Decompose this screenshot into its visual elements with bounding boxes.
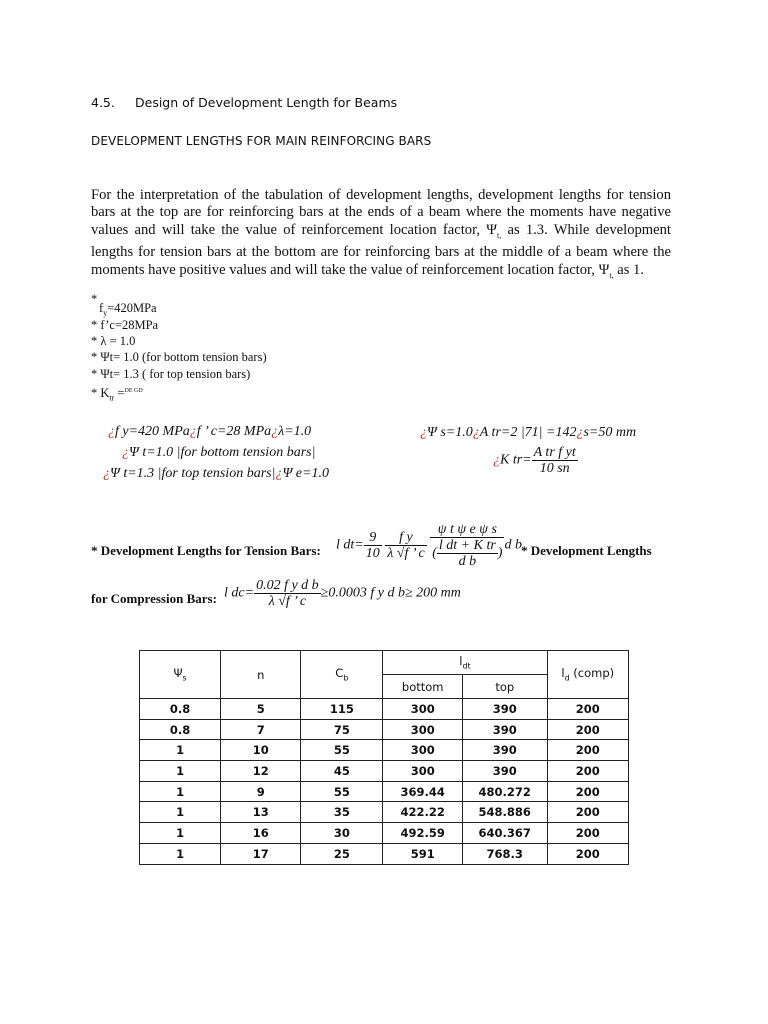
eq-psi-top: Ψ t=1.3 |for top tension bars|	[110, 466, 276, 481]
col-header-cb-text: C	[335, 666, 344, 681]
eq-ldt-coef	[364, 530, 382, 561]
intro-text-2: as 1.3. While development lengths for tension bars at the bottom are for reinforcing bars at the middle of a beam where the moments have positive values and will take the value of reinforcement location factor, Ψ	[91, 221, 671, 278]
table-row	[140, 719, 629, 740]
table-row	[140, 843, 629, 864]
eq-psi-s: Ψ s=1.0	[427, 425, 473, 440]
cell-psi-s: 1	[140, 740, 221, 761]
table-body	[140, 699, 629, 865]
cell-ld-comp: 200	[547, 781, 628, 802]
col-header-n: n	[221, 651, 301, 699]
cell-n: 13	[221, 802, 301, 823]
col-header-ld-sub: d	[564, 673, 570, 683]
cell-ldt-top: 548.886	[462, 802, 547, 823]
cell-cb: 45	[301, 761, 383, 782]
cell-n: 9	[221, 781, 301, 802]
eq-ldc-num: 0.02 f y d b	[256, 578, 319, 593]
col-header-psi	[140, 651, 221, 699]
col-header-ldt-sub: dt	[462, 661, 471, 671]
eq-ldt-fy-num: f y	[385, 530, 426, 546]
cell-n: 7	[221, 719, 301, 740]
cell-psi-s: 1	[140, 843, 221, 864]
eq-ldc-rest: ≥0.0003 f y d b≥ 200 mm	[320, 585, 461, 601]
cell-ld-comp: 200	[547, 802, 628, 823]
section-heading	[91, 95, 397, 110]
eq-row-2	[122, 445, 315, 461]
intro-text-3: as 1.	[613, 261, 644, 278]
eq-glyph: ¿	[122, 445, 129, 460]
param-ktr-eq: =	[114, 386, 125, 401]
table-row	[140, 781, 629, 802]
cell-ld-comp: 200	[547, 740, 628, 761]
col-header-psi-sub: s	[182, 673, 187, 683]
param-fy: $f_y=420MPa$	[99, 301, 157, 318]
cell-cb: 35	[301, 802, 383, 823]
param-ktr	[91, 384, 143, 406]
cell-ldt-bottom: 369.44	[383, 781, 463, 802]
compression-label-b: for Compression Bars:	[91, 591, 217, 606]
col-header-ld-comp	[547, 651, 628, 699]
intro-sub-1: t,	[497, 230, 502, 240]
eq-glyph: ¿	[271, 424, 279, 439]
eq-glyph: ¿	[576, 425, 584, 440]
col-header-ld-text: l	[561, 666, 565, 681]
cell-n: 17	[221, 843, 301, 864]
intro-paragraph	[91, 187, 671, 284]
cell-ldt-top: 390	[462, 740, 547, 761]
col-header-ldt	[383, 651, 547, 675]
eq-lambda: λ=1.0	[278, 424, 312, 439]
eq-right-row-1	[420, 425, 636, 441]
eq-ldt-coef-num: 9	[364, 530, 382, 546]
col-header-cb	[301, 651, 383, 699]
eq-ldt-inner-den: d b	[458, 554, 477, 569]
eq-row-1	[108, 424, 311, 440]
eq-tension	[336, 522, 522, 569]
param-ktr-label: * K	[91, 386, 110, 401]
cell-n: 16	[221, 823, 301, 844]
param-ktr-sup: DE GD	[124, 388, 143, 394]
eq-ktr-num: A tr f yt	[533, 445, 576, 460]
eq-ldt-inner	[437, 538, 498, 569]
eq-ldc-den: λ √f ’ c	[268, 594, 307, 609]
cell-ldt-top: 768.3	[462, 843, 547, 864]
param-psi-bottom: * Ψt= 1.0 (for bottom tension bars)	[91, 350, 267, 364]
cell-psi-s: 1	[140, 761, 221, 782]
eq-glyph: ¿	[108, 424, 115, 439]
param-star: *	[91, 292, 98, 306]
cell-ldt-bottom: 300	[383, 740, 463, 761]
table-row	[140, 802, 629, 823]
cell-cb: 25	[301, 843, 383, 864]
cell-cb: 75	[301, 719, 383, 740]
eq-ldt-lhs: l dt=	[336, 537, 364, 553]
eq-ktr	[493, 445, 578, 476]
cell-ldt-bottom: 300	[383, 719, 463, 740]
eq-fy: f y=420 MPa	[115, 424, 190, 439]
cell-psi-s: 1	[140, 823, 221, 844]
cell-ld-comp: 200	[547, 823, 628, 844]
eq-atr: A tr=2 |71| =142	[479, 425, 577, 440]
eq-ldc-lhs: l dc=	[224, 585, 255, 601]
eq-ldt-fy-den: λ √f ’ c	[387, 546, 425, 561]
param-psi-top: * Ψt= 1.3 ( for top tension bars)	[91, 367, 251, 381]
cell-ld-comp: 200	[547, 719, 628, 740]
tension-label: * Development Lengths for Tension Bars:	[91, 543, 321, 558]
cell-ldt-bottom: 422.22	[383, 802, 463, 823]
eq-glyph: ¿	[420, 425, 427, 440]
eq-row-3	[103, 466, 329, 482]
cell-cb: 55	[301, 781, 383, 802]
table-row	[140, 740, 629, 761]
cell-psi-s: 1	[140, 781, 221, 802]
eq-ldt-db: d b	[504, 537, 522, 553]
col-header-bottom: bottom	[383, 675, 463, 699]
cell-psi-s: 0.8	[140, 699, 221, 720]
table-row	[140, 699, 629, 720]
eq-compression	[224, 578, 461, 609]
eq-glyph: ¿	[189, 424, 197, 439]
cell-ldt-bottom: 591	[383, 843, 463, 864]
eq-ldc-fraction	[254, 578, 321, 609]
cell-cb: 55	[301, 740, 383, 761]
cell-cb: 30	[301, 823, 383, 844]
cell-n: 5	[221, 699, 301, 720]
cell-ldt-bottom: 492.59	[383, 823, 463, 844]
cell-psi-s: 1	[140, 802, 221, 823]
section-number: 4.5.	[91, 95, 115, 110]
cell-ld-comp: 200	[547, 843, 628, 864]
cell-ldt-top: 390	[462, 761, 547, 782]
cell-ldt-top: 480.272	[462, 781, 547, 802]
eq-ldt-inner-num: l dt + K tr	[438, 538, 496, 553]
eq-ldt-psi	[430, 522, 504, 569]
intro-text-1: For the interpretation of the tabulation of development lengths, development lengths for tension bars at the top are for reinforcing bars at the ends of a beam where the moments have negative values and will take the value of reinforcement location factor, Ψ	[91, 187, 671, 238]
compression-label-a: * Development Lengths	[521, 543, 652, 558]
eq-psi-bottom: Ψ t=1.0 |for bottom tension bars|	[129, 445, 316, 460]
table-row	[140, 761, 629, 782]
development-length-table	[139, 650, 629, 865]
cell-ldt-bottom: 300	[383, 761, 463, 782]
cell-psi-s: 0.8	[140, 719, 221, 740]
section-title: Design of Development Length for Beams	[135, 95, 398, 110]
cell-n: 10	[221, 740, 301, 761]
param-ktr-sub: tr	[109, 393, 115, 403]
eq-ktr-fraction	[532, 445, 578, 476]
col-header-top: top	[462, 675, 547, 699]
eq-ldt-psi-num: ψ t ψ e ψ s	[430, 522, 504, 538]
cell-ldt-top: 640.367	[462, 823, 547, 844]
subheading: DEVELOPMENT LENGTHS FOR MAIN REINFORCING BARS	[91, 134, 432, 148]
col-header-ldt-text: l	[459, 654, 463, 669]
intro-sub-2: t,	[609, 270, 614, 280]
col-header-psi-text: Ψ	[173, 666, 183, 681]
cell-ld-comp: 200	[547, 761, 628, 782]
eq-psi-e: Ψ e=1.0	[282, 466, 329, 481]
param-fy-value: =420MPa	[107, 301, 157, 315]
eq-spacing: s=50 mm	[583, 425, 637, 440]
table-row	[140, 823, 629, 844]
eq-glyph: ¿	[103, 466, 110, 481]
eq-ktr-den: 10 sn	[539, 461, 570, 476]
eq-fc: f ’ c=28 MPa	[196, 424, 272, 439]
col-header-ld-suffix: (comp)	[569, 666, 615, 681]
eq-glyph: ¿	[472, 425, 480, 440]
eq-ldt-psi-den: ( $\frac{\text{l dt + K tr}}{\text{d b}}$ )	[432, 538, 503, 569]
cell-ldt-top: 390	[462, 699, 547, 720]
cell-ldt-bottom: 300	[383, 699, 463, 720]
param-fc: * f’c=28MPa	[91, 318, 159, 332]
eq-ldt-coef-den: 10	[365, 546, 380, 561]
cell-ld-comp: 200	[547, 699, 628, 720]
cell-ldt-top: 390	[462, 719, 547, 740]
param-lambda: * λ = 1.0	[91, 334, 136, 348]
cell-cb: 115	[301, 699, 383, 720]
eq-glyph: ¿	[275, 466, 283, 481]
cell-n: 12	[221, 761, 301, 782]
eq-ldt-fy	[385, 530, 426, 561]
eq-glyph: ¿	[493, 452, 500, 468]
eq-ktr-lhs: K tr=	[500, 452, 532, 468]
col-header-cb-sub: b	[343, 673, 349, 683]
